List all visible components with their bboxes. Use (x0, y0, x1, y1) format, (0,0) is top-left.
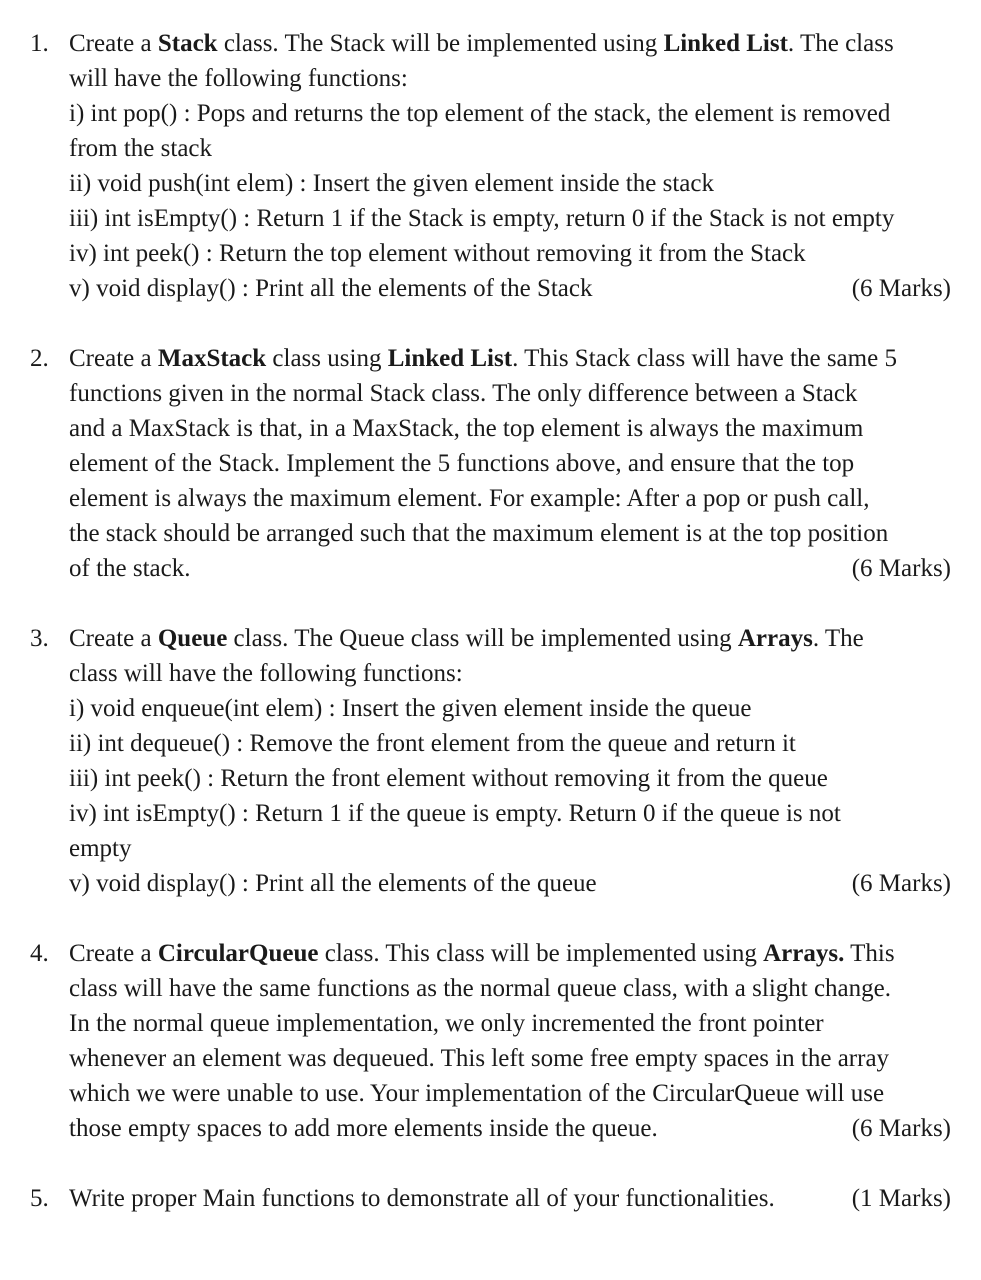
marks-label: (6 Marks) (851, 870, 951, 897)
class-name: MaxStack (157, 345, 267, 372)
question-text-line: In the normal queue implementation, we only incremented the front pointer (69, 1010, 824, 1037)
question-number: 5. (30, 1185, 49, 1212)
function-item: iii) int peek() : Return the front element without removing it from the queue (69, 765, 828, 792)
class-name: Stack (157, 30, 218, 57)
question-4 (0, 936, 981, 1146)
question-text-line: whenever an element was dequeued. This left some free empty spaces in the array (69, 1045, 890, 1072)
function-item: empty (69, 835, 132, 862)
function-item: from the stack (69, 135, 213, 162)
question-intro: Create a Queue class. The Queue class will be implemented using Arrays. The (69, 625, 864, 652)
question-number: 3. (30, 625, 49, 652)
question-text-line-last: those empty spaces to add more elements inside the queue. (6 Marks) (69, 1111, 951, 1146)
question-intro: Create a Stack class. The Stack will be implemented using Linked List. The class (69, 30, 894, 57)
marks-label: (6 Marks) (851, 1115, 951, 1142)
assignment-page (0, 26, 981, 1251)
function-item: ii) void push(int elem) : Insert the given element inside the stack (69, 170, 714, 197)
implementation-type: Arrays (737, 625, 813, 652)
function-item: iv) int peek() : Return the top element without removing it from the Stack (69, 240, 806, 267)
question-number: 2. (30, 345, 49, 372)
function-item: ii) int dequeue() : Remove the front element from the queue and return it (69, 730, 796, 757)
question-number: 1. (30, 30, 49, 57)
question-2 (0, 341, 981, 586)
function-item-last: v) void display() : Print all the elements of the Stack (6 Marks) (69, 271, 951, 306)
class-name: CircularQueue (157, 940, 319, 967)
marks-label: (6 Marks) (851, 555, 951, 582)
question-text-line-last: Write proper Main functions to demonstrate all of your functionalities. (1 Marks) (69, 1181, 951, 1216)
question-text-line: which we were unable to use. Your implementation of the CircularQueue will use (69, 1080, 885, 1107)
question-text-line: element of the Stack. Implement the 5 functions above, and ensure that the top (69, 450, 855, 477)
question-intro: Create a CircularQueue class. This class will be implemented using Arrays. This (69, 940, 895, 967)
question-text-line: element is always the maximum element. For example: After a pop or push call, (69, 485, 870, 512)
marks-label: (1 Marks) (851, 1185, 951, 1212)
implementation-type: Linked List (387, 345, 513, 372)
question-3 (0, 621, 981, 901)
implementation-type: Arrays. (763, 940, 845, 967)
class-name: Queue (157, 625, 228, 652)
function-item: i) void enqueue(int elem) : Insert the given element inside the queue (69, 695, 752, 722)
function-item: iv) int isEmpty() : Return 1 if the queue is empty. Return 0 if the queue is not (69, 800, 841, 827)
question-intro: Create a MaxStack class using Linked List. This Stack class will have the same 5 (69, 345, 897, 372)
question-5 (0, 1181, 981, 1216)
question-1 (0, 26, 981, 306)
function-item: iii) int isEmpty() : Return 1 if the Stack is empty, return 0 if the Stack is not empty (69, 205, 895, 232)
implementation-type: Linked List (663, 30, 788, 57)
question-text-line-last: of the stack. (6 Marks) (69, 551, 951, 586)
question-intro-line: class will have the following functions: (69, 660, 463, 687)
function-item-last: v) void display() : Print all the elements of the queue (6 Marks) (69, 866, 951, 901)
question-text-line: the stack should be arranged such that the maximum element is at the top position (69, 520, 889, 547)
question-intro-line: will have the following functions: (69, 65, 408, 92)
function-item: i) int pop() : Pops and returns the top element of the stack, the element is removed (69, 100, 891, 127)
question-text-line: and a MaxStack is that, in a MaxStack, the top element is always the maximum (69, 415, 864, 442)
question-text-line: class will have the same functions as the normal queue class, with a slight change. (69, 975, 891, 1002)
question-text-line: functions given in the normal Stack class. The only difference between a Stack (69, 380, 858, 407)
marks-label: (6 Marks) (851, 275, 951, 302)
question-number: 4. (30, 940, 49, 967)
